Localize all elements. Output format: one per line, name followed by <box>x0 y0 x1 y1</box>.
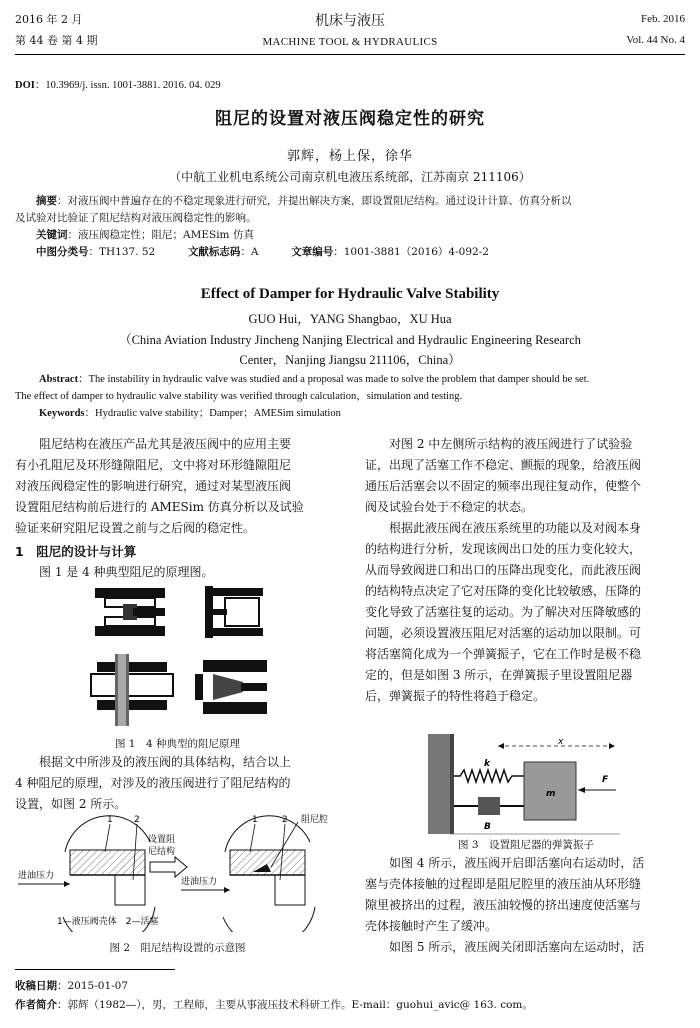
header-rule <box>15 54 685 55</box>
figure-3-caption: 图 3 设置阻尼器的弹簧振子 <box>457 839 595 851</box>
fig2-legend: 1—液压阀壳体 2—活塞 <box>57 917 159 927</box>
setup-arrow <box>148 834 187 877</box>
footnote-rule <box>15 969 175 970</box>
figure-3-spring-oscillator <box>420 730 630 835</box>
paper-title-cn: 阻尼的设置对液压阀稳定性的研究 <box>215 109 485 129</box>
figure-2-damper-setup <box>15 812 340 932</box>
fig3-f-label: F <box>602 775 609 785</box>
author-bio-value: ：郭辉（1982—），男，工程师，主要从事液压技术科研工作。E-mail：guohui_avic@ 163. com。 <box>57 999 533 1011</box>
fig2-damper-cavity: 阻尼腔 <box>301 815 329 825</box>
fig2-arrow-text1: 设置阻 <box>148 835 176 845</box>
journal-title-en: MACHINE TOOL & HYDRAULICS <box>262 36 438 48</box>
fig3-k-label: k <box>484 759 490 769</box>
right-paragraph-4: 如图 5 所示，液压阀关闭即活塞向左运动时，活 <box>389 940 645 954</box>
header-date-en: Feb. 2016 <box>641 13 685 25</box>
valve-after <box>181 814 328 932</box>
keywords-en-label: Keywords <box>39 408 85 419</box>
right-paragraph-1: 对图 2 中左侧所示结构的液压阀进行了试验验 证，出现了活塞工作不稳定、颤振的现象，给液压阀 通压后活塞会以不固定的频率出现往复动作，使整个 阀及试验台处于不稳定的状态。 <box>365 437 642 514</box>
fig3-m-label: m <box>546 789 556 799</box>
doc-code-label: 文献标志码 <box>187 246 241 258</box>
class-value: ：TH137. 52 <box>88 246 156 258</box>
right-paragraph-3: 如图 4 所示，液压阀开启即活塞向右运动时，活 塞与壳体接触的过程即是阻尼腔里的液压油从环形缝 隙里被挤出的过程，液压油较慢的挤出速度使活塞与 壳体接触时产生了缓冲。 <box>365 856 645 933</box>
affiliation-en-line2: Center，Nanjing Jiangsu 211106，China） <box>239 353 461 367</box>
article-no-label: 文章编号 <box>291 246 334 258</box>
figure-2-caption: 图 2 阻尼结构设置的示意图 <box>109 942 246 954</box>
valve-before <box>18 815 155 932</box>
spring <box>454 770 524 782</box>
abstract-en-label: Abstract <box>39 374 79 385</box>
fixed-wall <box>428 734 450 834</box>
journal-title-cn: 机床与液压 <box>315 13 385 29</box>
fig2-label-1a: 1 <box>107 815 113 825</box>
doi-label: DOI <box>15 80 35 91</box>
header-volume-en: Vol. 44 No. 4 <box>626 34 685 46</box>
damper <box>478 797 500 815</box>
figure-1-caption: 图 1 4 种典型的阻尼原理 <box>114 738 241 750</box>
keywords-cn: ：液压阀稳定性；阻尼；AMESim 仿真 <box>67 229 254 241</box>
authors-cn: 郭辉，杨上保，徐华 <box>286 149 413 164</box>
right-paragraph-2: 根据此液压阀在液压系统里的功能以及对阀本身 的结构进行分析，发现该阀出口处的压力变化较大， 从而导致阀进口和出口的压降出现变化，而此液压阀 的结构特点决定了它对压降的变化比较敏感，压降的 变化导致了活塞往复的运动。为了解决对压降敏感的 问题，必须设置液压阻尼对活塞的运动加以限制。可 将活塞简化成为一个弹簧振子，它在工作时是极不稳 定的，但是如图 3 所示，在弹簧振子里设置阻尼器 后，弹簧振子的特性将趋于稳定。 <box>365 521 642 703</box>
abstract-cn-line2: 及试验对比验证了阻尼结构对液压阀稳定性的影响。 <box>15 212 257 224</box>
left-paragraph-3: 根据文中所涉及的液压阀的具体结构，结合以上 4 种阻尼的原理，对涉及的液压阀进行了阻尼结构的 设置，如图 2 所示。 <box>15 755 292 811</box>
fig2-arrow-text2: 尼结构 <box>148 847 176 857</box>
affiliation-en-line1: （China Aviation Industry Jincheng Nanjing Electrical and Hydraulic Engineering Research <box>119 333 581 347</box>
abstract-cn-line1: ：对液压阀中普遍存在的不稳定现象进行研究，并提出解决方案，即设置阻尼结构。通过设计计算、仿真分析以 <box>57 195 572 207</box>
damper-type-1 <box>95 588 165 636</box>
class-label: 中图分类号 <box>36 246 89 258</box>
keywords-cn-label: 关键词 <box>36 229 68 241</box>
header-volume: 第 44 卷 第 4 期 <box>15 34 98 47</box>
keywords-en: ：Hydraulic valve stability；Damper；AMESim simulation <box>84 408 341 419</box>
received-date <box>15 978 128 993</box>
received-value: ：2015-01-07 <box>57 980 129 992</box>
fig2-inlet-left: 进油压力 <box>18 871 55 881</box>
figure-1-damper-principles <box>85 582 285 732</box>
damper-type-2 <box>205 586 263 638</box>
author-bio <box>15 997 533 1012</box>
left-paragraph-1: 阻尼结构在液压产品尤其是液压阀中的应用主要 有小孔阻尼及环形缝隙阻尼，文中将对环形缝隙阻尼 对液压阀稳定性的影响进行研究，通过对某型液压阀 设置阻尼结构前后进行的 AMESim 仿真分析以及试验 验证来研究阻尼设置之前与之后阀的稳定性。 <box>15 437 304 535</box>
abstract-en <box>15 371 690 422</box>
damper-type-3 <box>91 654 173 726</box>
doc-code-value: ：A <box>240 246 259 258</box>
abstract-en-line2: The effect of damper to hydraulic valve stability was verified through calculation，simulation and testing. <box>15 391 463 402</box>
fig3-x-label: x <box>558 737 564 747</box>
authors-en: GUO Hui，YANG Shangbao，XU Hua <box>248 312 452 326</box>
fig2-inlet-right: 进油压力 <box>181 877 218 887</box>
fig2-label-2b: 2 <box>282 815 288 825</box>
author-bio-label: 作者简介 <box>15 999 57 1011</box>
doi-value: ：10.3969/j. issn. 1001-3881. 2016. 04. 029 <box>34 80 221 91</box>
doi <box>15 77 221 94</box>
received-label: 收稿日期 <box>15 980 57 992</box>
paper-title-en: Effect of Damper for Hydraulic Valve Stability <box>200 286 500 302</box>
fig2-label-1b: 1 <box>252 815 258 825</box>
left-paragraph-2: 图 1 是 4 种典型阻尼的原理图。 <box>39 565 214 579</box>
affiliation-cn: （中航工业机电系统公司南京机电液压系统部，江苏南京 211106） <box>169 170 531 184</box>
abstract-cn-label: 摘要 <box>36 195 57 207</box>
section-heading-1: 1 阻尼的设计与计算 <box>15 544 137 559</box>
fig2-label-2a: 2 <box>134 815 140 825</box>
header-date: 2016 年 2 月 <box>15 13 83 26</box>
abstract-en-line1: ：The instability in hydraulic valve was studied and a proposal was made to solve the problem that damper should be set. <box>78 374 590 385</box>
article-no-value: ：1001-3881（2016）4-092-2 <box>333 246 489 258</box>
damper-type-4 <box>195 660 267 714</box>
fig3-b-label: B <box>484 822 491 832</box>
abstract-cn <box>15 193 687 261</box>
